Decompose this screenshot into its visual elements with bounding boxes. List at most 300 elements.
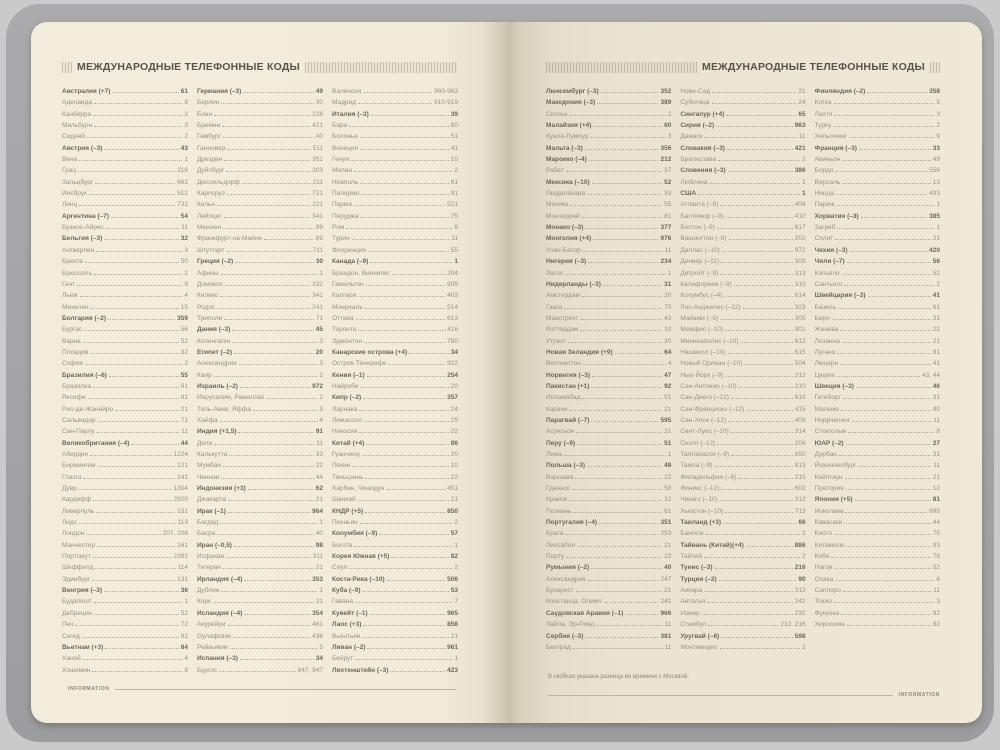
- entry-code: 615: [794, 348, 806, 356]
- entry-label: Мальта (–3): [546, 144, 583, 152]
- information-label: INFORMATION: [898, 692, 940, 698]
- entry-code: 1: [454, 258, 458, 266]
- entry-label: Тяньцзинь: [332, 473, 364, 481]
- entry-code: 8: [184, 99, 188, 107]
- entry-label: Братислава: [680, 156, 716, 164]
- entry-label: Нью-Йорк (–9): [680, 371, 724, 379]
- entry-code: 113: [177, 519, 188, 527]
- entry-label: Норвегия (–3): [546, 371, 591, 379]
- entry-code: 21: [798, 88, 806, 95]
- dot-leader: [565, 534, 658, 535]
- entry-label: Коста-Рика (–10): [332, 575, 385, 583]
- entry-code: 310: [794, 280, 806, 288]
- dot-leader: [217, 308, 310, 309]
- entry-code: 20: [450, 382, 458, 390]
- entry-code: 86: [450, 439, 458, 447]
- page-title: МЕЖДУНАРОДНЫЕ ТЕЛЕФОННЫЕ КОДЫ: [702, 61, 925, 73]
- dot-leader: [836, 194, 927, 195]
- dot-leader: [232, 342, 317, 343]
- entry-label: Домокос: [197, 280, 223, 288]
- entry-code: 212: [660, 156, 672, 164]
- country-row: [197, 542, 323, 553]
- entry-label: Кейптаун: [814, 473, 843, 481]
- entry-code: 41: [450, 144, 458, 152]
- entry-code: 21: [664, 405, 672, 413]
- entry-label: Греция (–2): [197, 258, 234, 266]
- city-row: [62, 201, 188, 212]
- city-row: [546, 587, 671, 598]
- entry-label: Александрия: [197, 360, 237, 368]
- entry-label: Веллингтон: [546, 360, 582, 368]
- city-row: [332, 417, 458, 428]
- city-row: [332, 564, 458, 575]
- dot-leader: [837, 205, 935, 206]
- dot-leader: [835, 171, 927, 172]
- entry-code: 44: [315, 473, 323, 481]
- city-row: [815, 304, 940, 315]
- entry-code: 1: [936, 224, 940, 232]
- entry-code: 55: [450, 246, 458, 254]
- entry-label: Гданьск: [546, 485, 570, 493]
- city-row: [546, 451, 671, 462]
- entry-label: Лихтенштейн (–3): [332, 666, 389, 674]
- entry-label: Дублин: [197, 587, 220, 595]
- entry-code: 43, 44: [921, 371, 940, 379]
- dot-leader: [585, 149, 659, 150]
- entry-label: Сербия (–3): [546, 632, 584, 640]
- entry-code: 1: [319, 269, 323, 277]
- entry-code: 415: [794, 405, 806, 413]
- entry-label: Ресифи: [62, 394, 86, 402]
- codes-column-2: [197, 88, 323, 678]
- entry-label: Никосия: [332, 428, 358, 436]
- city-row: [332, 133, 458, 144]
- page-footer-left: [68, 686, 456, 692]
- entry-code: 353: [312, 575, 323, 583]
- dot-leader: [566, 557, 662, 558]
- entry-code: 11: [933, 462, 940, 470]
- entry-label: Шанхай: [332, 496, 356, 504]
- entry-code: 34: [315, 655, 323, 663]
- dot-leader: [715, 466, 793, 467]
- city-row: [546, 553, 671, 564]
- city-row: [680, 235, 805, 246]
- entry-code: 423: [447, 666, 458, 674]
- city-row: [680, 428, 805, 439]
- city-row: [197, 111, 323, 122]
- country-row: [815, 383, 940, 394]
- dot-leader: [226, 557, 310, 558]
- entry-code: 60: [664, 122, 672, 130]
- dot-leader: [97, 546, 175, 547]
- entry-code: 617: [794, 224, 806, 232]
- city-row: [62, 451, 188, 462]
- dot-leader: [362, 455, 449, 456]
- entry-label: Инсбрук: [62, 190, 87, 198]
- country-row: [197, 508, 323, 519]
- dot-leader: [358, 330, 445, 331]
- entry-code: 556: [929, 167, 940, 175]
- country-row: [332, 576, 458, 587]
- entry-code: 351: [660, 519, 672, 527]
- entry-label: Александрия: [546, 575, 586, 583]
- city-row: [62, 179, 188, 190]
- dot-leader: [590, 137, 665, 138]
- entry-label: Бургос: [197, 666, 218, 674]
- city-row: [62, 292, 188, 303]
- entry-label: Гамильтон: [332, 280, 364, 288]
- entry-label: Маастрихт: [546, 314, 579, 322]
- entry-label: Оулафсвик: [197, 632, 232, 640]
- entry-label: Марокко (–4): [546, 156, 587, 164]
- entry-code: 40: [315, 133, 323, 141]
- entry-label: Килкис: [197, 292, 218, 300]
- entry-label: Кобе: [814, 553, 830, 561]
- entry-code: 1: [454, 655, 458, 663]
- dot-leader: [104, 149, 178, 150]
- city-row: [62, 281, 188, 292]
- entry-label: Валенсия: [332, 88, 362, 95]
- country-row: [332, 394, 458, 405]
- entry-label: Афины: [197, 269, 219, 277]
- page-left: [62, 58, 458, 708]
- entry-label: Детройт (–9): [680, 269, 719, 277]
- dot-leader: [723, 523, 796, 524]
- city-row: [62, 338, 188, 349]
- dot-leader: [861, 217, 927, 218]
- entry-label: Пловдив: [62, 348, 89, 356]
- city-row: [62, 576, 188, 587]
- city-row: [197, 281, 323, 292]
- country-row: [546, 610, 671, 621]
- entry-code: 1: [936, 201, 940, 209]
- entry-code: 312: [794, 587, 806, 595]
- city-row: [332, 201, 458, 212]
- entry-label: Кипр (–2): [332, 394, 362, 402]
- entry-code: 64: [664, 348, 672, 356]
- dot-leader: [842, 342, 931, 343]
- dot-leader: [731, 432, 793, 433]
- city-row: [815, 519, 940, 530]
- country-row: [197, 655, 323, 666]
- country-row: [680, 519, 805, 530]
- city-row: [680, 270, 805, 281]
- city-row: [62, 133, 188, 144]
- entry-code: 53: [450, 587, 458, 595]
- city-row: [680, 258, 805, 269]
- dot-leader: [223, 137, 314, 138]
- dot-leader: [104, 591, 179, 592]
- country-row: [62, 587, 188, 598]
- entry-label: Турин: [332, 235, 350, 243]
- dot-leader: [225, 285, 310, 286]
- dot-leader: [365, 478, 448, 479]
- footer-rule: [115, 689, 456, 690]
- entry-code: 161: [177, 541, 188, 549]
- entry-label: Загреб: [814, 224, 836, 232]
- dot-leader: [573, 512, 662, 513]
- dot-leader: [597, 103, 658, 104]
- entry-code: 358: [929, 88, 940, 95]
- country-row: [815, 145, 940, 156]
- city-row: [332, 428, 458, 439]
- dot-leader: [834, 115, 934, 116]
- city-row: [815, 394, 940, 405]
- country-row: [680, 564, 805, 575]
- entry-code: 21: [315, 598, 323, 606]
- entry-code: 10: [664, 326, 672, 334]
- dot-leader: [831, 557, 930, 558]
- dot-leader: [361, 387, 449, 388]
- country-row: [546, 281, 671, 292]
- city-row: [815, 224, 940, 235]
- city-row: [546, 111, 671, 122]
- entry-code: 210: [794, 382, 806, 390]
- country-row: [62, 440, 188, 451]
- dot-leader: [580, 330, 662, 331]
- entry-code: 6: [936, 575, 940, 583]
- entry-code: 41: [932, 360, 940, 368]
- entry-code: 662: [177, 178, 188, 186]
- city-row: [815, 111, 940, 122]
- entry-code: 995: [929, 507, 940, 515]
- entry-code: 963: [794, 122, 806, 130]
- entry-label: Штутгарт: [197, 246, 225, 254]
- entry-label: Кельн: [197, 201, 215, 209]
- entry-code: 39: [450, 110, 458, 118]
- city-row: [815, 462, 940, 473]
- entry-code: 40: [315, 530, 323, 538]
- dot-leader: [229, 455, 314, 456]
- city-row: [546, 201, 671, 212]
- city-row: [197, 315, 323, 326]
- entry-label: Оттава: [332, 314, 354, 322]
- dot-leader: [744, 364, 793, 365]
- dot-leader: [92, 671, 182, 672]
- dot-leader: [80, 296, 183, 297]
- dot-leader: [391, 557, 448, 558]
- country-row: [332, 553, 458, 564]
- city-row: [546, 644, 671, 655]
- dot-leader: [363, 92, 432, 93]
- entry-label: Сан-Хосе (–12): [680, 416, 727, 424]
- dot-leader: [731, 455, 793, 456]
- dot-leader: [743, 308, 793, 309]
- entry-label: Кения (–1): [332, 371, 365, 379]
- entry-label: Перуджа: [332, 212, 359, 220]
- entry-code: 71: [180, 416, 188, 424]
- entry-code: 711: [312, 246, 323, 254]
- city-row: [815, 201, 940, 212]
- entry-label: Мадрид: [332, 99, 356, 107]
- entry-code: 4: [667, 360, 672, 368]
- entry-label: Лимассол: [332, 416, 362, 424]
- entry-code: 357: [447, 394, 458, 402]
- entry-code: 31: [932, 314, 940, 322]
- dot-leader: [588, 580, 659, 581]
- city-row: [197, 621, 323, 632]
- entry-label: Сирия (–2): [680, 122, 715, 130]
- dot-leader: [583, 251, 663, 252]
- dot-leader: [94, 274, 183, 275]
- entry-code: 61: [180, 88, 188, 95]
- country-row: [62, 88, 188, 99]
- dot-leader: [834, 568, 930, 569]
- entry-label: Атланта (–9): [680, 201, 719, 209]
- entry-label: Индонезия (+3): [197, 485, 246, 493]
- dot-leader: [226, 171, 310, 172]
- city-row: [197, 474, 323, 485]
- dot-leader: [729, 239, 793, 240]
- page-header-right: [546, 58, 940, 76]
- dot-leader: [569, 500, 662, 501]
- time-difference-footnote: В скобках указана разница во времени с Москвой.: [548, 674, 689, 680]
- entry-code: 51: [664, 439, 672, 447]
- dot-leader: [849, 137, 935, 138]
- city-row: [197, 99, 323, 110]
- page-right: [546, 58, 940, 708]
- entry-label: Калгари: [332, 292, 357, 300]
- dot-leader: [86, 534, 160, 535]
- entry-code: 82: [450, 553, 458, 561]
- dot-leader: [868, 296, 931, 297]
- dot-leader: [726, 217, 793, 218]
- dot-leader: [349, 568, 452, 569]
- dot-leader: [223, 228, 314, 229]
- dot-leader: [577, 444, 662, 445]
- entry-label: Амстердам: [546, 292, 580, 300]
- dot-leader: [94, 602, 182, 603]
- entry-label: Котка: [814, 99, 832, 107]
- entry-label: Хорватия (–3): [814, 212, 859, 220]
- entry-code: 55: [180, 371, 188, 379]
- dot-leader: [717, 444, 792, 445]
- dot-leader: [721, 489, 793, 490]
- entry-label: Турция (–2): [680, 575, 717, 583]
- dot-leader: [264, 239, 314, 240]
- entry-label: Брюгге: [62, 258, 83, 266]
- dot-leader: [368, 251, 449, 252]
- entry-code: 15: [180, 303, 188, 311]
- entry-code: 34: [450, 348, 458, 356]
- entry-label: Суботица: [680, 99, 710, 107]
- dot-leader: [223, 568, 314, 569]
- city-row: [680, 508, 805, 519]
- city-row: [680, 201, 805, 212]
- dot-leader: [95, 568, 175, 569]
- entry-label: Познань: [546, 507, 572, 515]
- dot-leader: [725, 512, 793, 513]
- dot-leader: [834, 602, 935, 603]
- entry-label: Вена: [62, 156, 78, 164]
- codes-column-2: [680, 88, 805, 655]
- dot-leader: [79, 160, 182, 161]
- dot-leader: [111, 217, 179, 218]
- entry-code: 20: [450, 451, 458, 458]
- dot-leader: [92, 580, 175, 581]
- city-row: [332, 315, 458, 326]
- dot-leader: [409, 353, 449, 354]
- dot-leader: [708, 625, 778, 626]
- entry-code: 389: [660, 99, 672, 107]
- entry-label: Зальцбург: [62, 178, 94, 186]
- dot-leader: [726, 115, 796, 116]
- entry-label: Финляндия (–2): [814, 88, 866, 95]
- dot-leader: [346, 228, 452, 229]
- entry-code: 22: [450, 473, 458, 481]
- city-row: [815, 235, 940, 246]
- country-row: [546, 349, 671, 360]
- entry-label: Грац: [62, 167, 77, 175]
- entry-code: 91: [932, 348, 940, 356]
- city-row: [332, 360, 458, 371]
- dot-leader: [360, 523, 453, 524]
- dot-leader: [85, 364, 183, 365]
- entry-code: 922: [447, 360, 458, 368]
- entry-code: 512: [177, 190, 188, 198]
- entry-label: Саппоро: [814, 587, 841, 595]
- dot-leader: [221, 478, 313, 479]
- dot-leader: [591, 568, 662, 569]
- dot-leader: [244, 614, 310, 615]
- entry-code: 24: [798, 99, 806, 107]
- city-row: [680, 485, 805, 496]
- entry-code: 61: [180, 382, 188, 390]
- entry-label: Лаос (+3): [332, 621, 362, 629]
- entry-label: Варшава: [546, 473, 574, 481]
- entry-code: 13: [932, 178, 940, 186]
- dot-leader: [228, 512, 310, 513]
- entry-label: Пекин: [332, 462, 351, 470]
- entry-code: 352: [660, 88, 672, 95]
- entry-code: 22: [932, 326, 940, 334]
- country-row: [197, 326, 323, 337]
- entry-label: Линц: [62, 201, 78, 209]
- entry-label: Даллас (–10): [680, 246, 720, 254]
- entry-code: 45: [315, 326, 323, 334]
- entry-label: Пхеньян: [332, 519, 358, 527]
- entry-label: Корк: [197, 598, 211, 606]
- entry-label: Бразилиа: [62, 382, 92, 390]
- entry-label: Чикаго (–10): [680, 496, 718, 504]
- entry-label: Остров Тенерифе: [332, 360, 387, 368]
- entry-code: 202: [794, 235, 806, 243]
- dot-leader: [354, 546, 452, 547]
- city-row: [197, 406, 323, 417]
- city-row: [815, 474, 940, 485]
- city-row: [680, 372, 805, 383]
- entry-label: Шеффилд: [62, 564, 94, 572]
- entry-label: Сиэтл (–12): [680, 439, 716, 447]
- codes-column-1: [62, 88, 188, 678]
- dot-leader: [217, 534, 313, 535]
- dot-leader: [358, 103, 432, 104]
- entry-label: Неаполь: [332, 178, 359, 186]
- dot-leader: [850, 251, 928, 252]
- entry-label: Венгрия (–3): [62, 587, 103, 595]
- city-row: [332, 542, 458, 553]
- entry-label: Хошимин: [62, 666, 91, 674]
- entry-label: Богота: [332, 541, 353, 549]
- city-row: [62, 304, 188, 315]
- entry-label: Иокогама: [814, 507, 844, 515]
- city-row: [332, 213, 458, 224]
- dot-leader: [228, 625, 311, 626]
- dot-leader: [840, 364, 930, 365]
- entry-code: 30: [664, 337, 672, 345]
- entry-label: Измир: [680, 609, 700, 617]
- dot-leader: [106, 228, 180, 229]
